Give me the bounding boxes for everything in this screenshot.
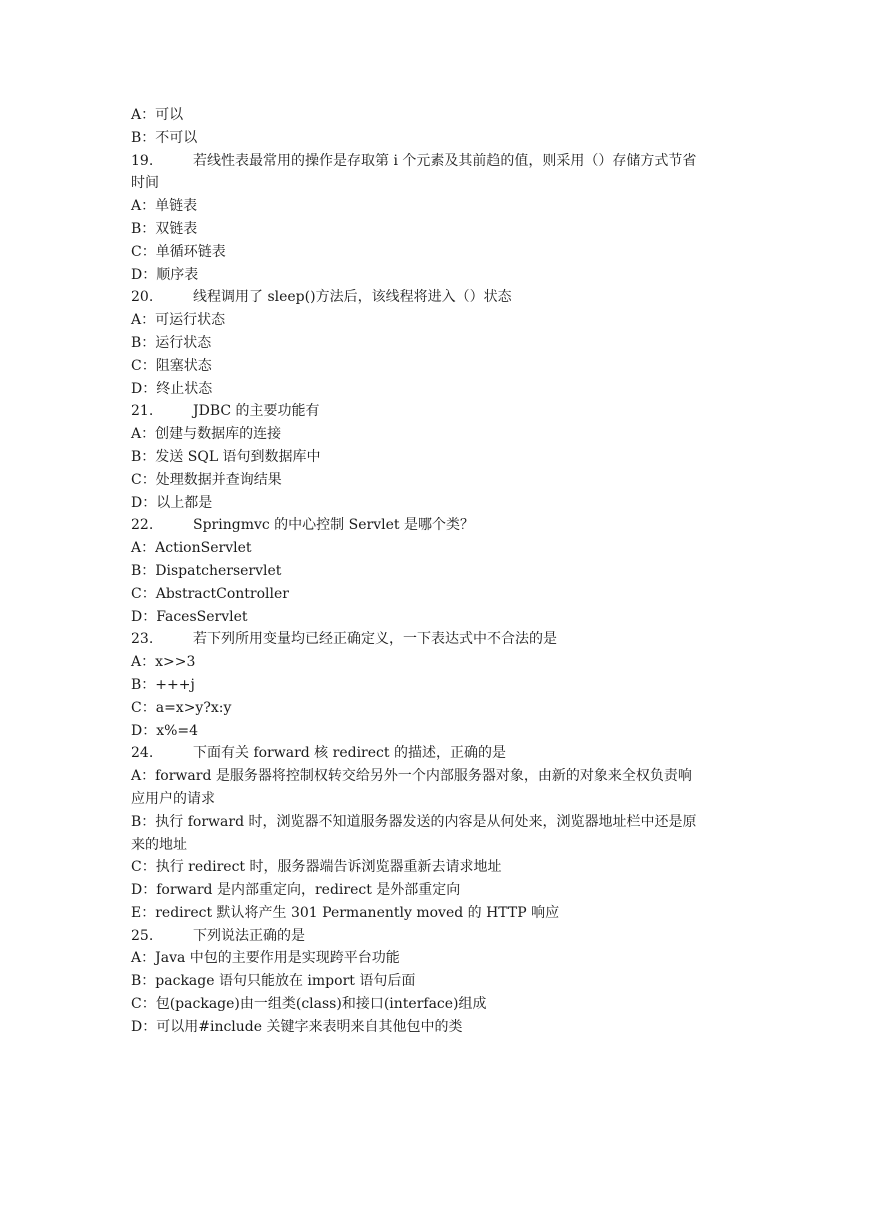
option-text: 不可以 bbox=[155, 129, 198, 146]
option-key: C： bbox=[131, 699, 156, 716]
option-key: A： bbox=[131, 768, 156, 785]
option-line bbox=[131, 446, 751, 469]
option-line bbox=[131, 127, 751, 150]
option-text: x%=4 bbox=[156, 722, 199, 739]
option-line bbox=[131, 378, 751, 401]
option-line bbox=[131, 606, 751, 629]
question-stem bbox=[131, 286, 751, 309]
option-text: a=x>y?x:y bbox=[155, 699, 232, 716]
option-text: 创建与数据库的连接 bbox=[155, 426, 282, 443]
option-key: D： bbox=[131, 266, 157, 283]
option-text: package 语句只能放在 import 语句后面 bbox=[155, 973, 416, 990]
option-line bbox=[131, 1016, 751, 1039]
question-text: 若线性表最常用的操作是存取第 i 个元素及其前趋的值，则采用（）存储方式节省 bbox=[193, 152, 697, 169]
option-line bbox=[131, 309, 751, 332]
option-text: 顺序表 bbox=[156, 266, 199, 283]
question-text: 若下列所用变量均已经正确定义，一下表达式中不合法的是 bbox=[193, 631, 557, 648]
question-number: 24. bbox=[131, 745, 154, 762]
option-text: 双链表 bbox=[155, 220, 198, 237]
option-line bbox=[131, 241, 751, 264]
question-text: Springmvc 的中心控制 Servlet 是哪个类？ bbox=[193, 517, 474, 534]
option-text: forward 是服务器将控制权转交给另外一个内部服务器对象，由新的对象来全权负责响 bbox=[155, 768, 692, 785]
option-line bbox=[131, 993, 751, 1016]
question-stem bbox=[131, 628, 751, 651]
option-line bbox=[131, 560, 751, 583]
option-line bbox=[131, 104, 751, 127]
option-text: 单链表 bbox=[155, 198, 198, 215]
option-key: D： bbox=[131, 882, 157, 899]
option-text: Java 中包的主要作用是实现跨平台功能 bbox=[155, 950, 400, 967]
question-number: 20. bbox=[131, 289, 154, 306]
option-text: +++j bbox=[155, 676, 195, 693]
option-text: 以上都是 bbox=[156, 494, 213, 511]
option-key: C： bbox=[131, 243, 156, 260]
option-text: AbstractController bbox=[155, 585, 289, 602]
option-text: 处理数据并查询结果 bbox=[155, 471, 282, 488]
option-line bbox=[131, 355, 751, 378]
option-text: Dispatcherservlet bbox=[155, 562, 282, 579]
option-key: B： bbox=[131, 813, 156, 830]
option-key: C： bbox=[131, 357, 156, 374]
option-line bbox=[131, 218, 751, 241]
option-key: B： bbox=[131, 562, 156, 579]
option-line bbox=[131, 651, 751, 674]
option-key: B： bbox=[131, 220, 156, 237]
option-text: x>>3 bbox=[155, 654, 196, 671]
option-line bbox=[131, 811, 751, 834]
option-line bbox=[131, 970, 751, 993]
option-line bbox=[131, 195, 751, 218]
question-number: 19. bbox=[131, 152, 154, 169]
question-number: 22. bbox=[131, 517, 154, 534]
option-key: D： bbox=[131, 1018, 157, 1035]
question-text: JDBC 的主要功能有 bbox=[193, 403, 320, 420]
option-text: ActionServlet bbox=[155, 540, 252, 557]
question-stem bbox=[131, 742, 751, 765]
option-key: B： bbox=[131, 129, 156, 146]
question-stem bbox=[131, 150, 751, 173]
option-line bbox=[131, 332, 751, 355]
option-key: D： bbox=[131, 608, 157, 625]
option-line-continued bbox=[131, 788, 751, 811]
option-text: 应用户的请求 bbox=[131, 790, 215, 807]
option-text: 来的地址 bbox=[131, 836, 187, 853]
document-page bbox=[131, 104, 751, 1039]
option-line bbox=[131, 469, 751, 492]
option-line bbox=[131, 537, 751, 560]
option-key: B： bbox=[131, 448, 156, 465]
option-text: 可以 bbox=[155, 107, 184, 123]
question-stem bbox=[131, 514, 751, 537]
option-key: D： bbox=[131, 380, 157, 397]
option-key: A： bbox=[131, 312, 156, 329]
option-text: 终止状态 bbox=[156, 380, 213, 397]
question-text: 下列说法正确的是 bbox=[193, 927, 305, 944]
option-text: 包(package)由一组类(class)和接口(interface)组成 bbox=[155, 996, 487, 1013]
option-line bbox=[131, 697, 751, 720]
option-line bbox=[131, 264, 751, 287]
option-key: B： bbox=[131, 676, 156, 693]
option-line bbox=[131, 879, 751, 902]
question-text: 时间 bbox=[131, 175, 159, 192]
option-key: A： bbox=[131, 540, 156, 557]
option-line bbox=[131, 765, 751, 788]
option-line bbox=[131, 492, 751, 515]
question-text: 下面有关 forward 核 redirect 的描述，正确的是 bbox=[193, 745, 506, 762]
option-key: B： bbox=[131, 973, 156, 990]
question-number: 23. bbox=[131, 631, 154, 648]
option-key: C： bbox=[131, 585, 156, 602]
option-key: C： bbox=[131, 471, 156, 488]
option-key: A： bbox=[131, 426, 156, 443]
option-key: A： bbox=[131, 107, 156, 123]
option-line bbox=[131, 674, 751, 697]
option-line bbox=[131, 583, 751, 606]
option-key: E： bbox=[131, 904, 156, 921]
question-number: 21. bbox=[131, 403, 154, 420]
option-key: D： bbox=[131, 494, 157, 511]
option-text: 发送 SQL 语句到数据库中 bbox=[155, 448, 321, 465]
option-key: C： bbox=[131, 996, 156, 1013]
option-key: D： bbox=[131, 722, 157, 739]
question-number: 25. bbox=[131, 927, 154, 944]
option-text: 执行 forward 时，浏览器不知道服务器发送的内容是从何处来，浏览器地址栏中还是原 bbox=[155, 813, 697, 830]
option-text: 可以用#include 关键字来表明来自其他包中的类 bbox=[156, 1018, 463, 1035]
question-text: 线程调用了 sleep()方法后，该线程将进入（）状态 bbox=[193, 289, 512, 306]
option-line bbox=[131, 902, 751, 925]
option-text: 执行 redirect 时，服务器端告诉浏览器重新去请求地址 bbox=[155, 859, 502, 876]
option-line bbox=[131, 423, 751, 446]
option-line bbox=[131, 856, 751, 879]
option-text: 运行状态 bbox=[155, 334, 212, 351]
question-stem bbox=[131, 400, 751, 423]
option-line-continued bbox=[131, 834, 751, 857]
option-text: 单循环链表 bbox=[155, 243, 226, 260]
option-text: 可运行状态 bbox=[155, 312, 226, 329]
option-key: A： bbox=[131, 198, 156, 215]
option-text: 阻塞状态 bbox=[155, 357, 212, 374]
option-text: FacesServlet bbox=[156, 608, 248, 625]
option-key: C： bbox=[131, 859, 156, 876]
option-key: B： bbox=[131, 334, 156, 351]
option-line bbox=[131, 947, 751, 970]
option-line bbox=[131, 720, 751, 743]
question-stem-continued bbox=[131, 172, 751, 195]
option-key: A： bbox=[131, 950, 156, 967]
option-key: A： bbox=[131, 654, 156, 671]
option-text: redirect 默认将产生 301 Permanently moved 的 HTTP 响应 bbox=[155, 904, 560, 921]
option-text: forward 是内部重定向，redirect 是外部重定向 bbox=[156, 882, 461, 899]
question-stem bbox=[131, 925, 751, 948]
